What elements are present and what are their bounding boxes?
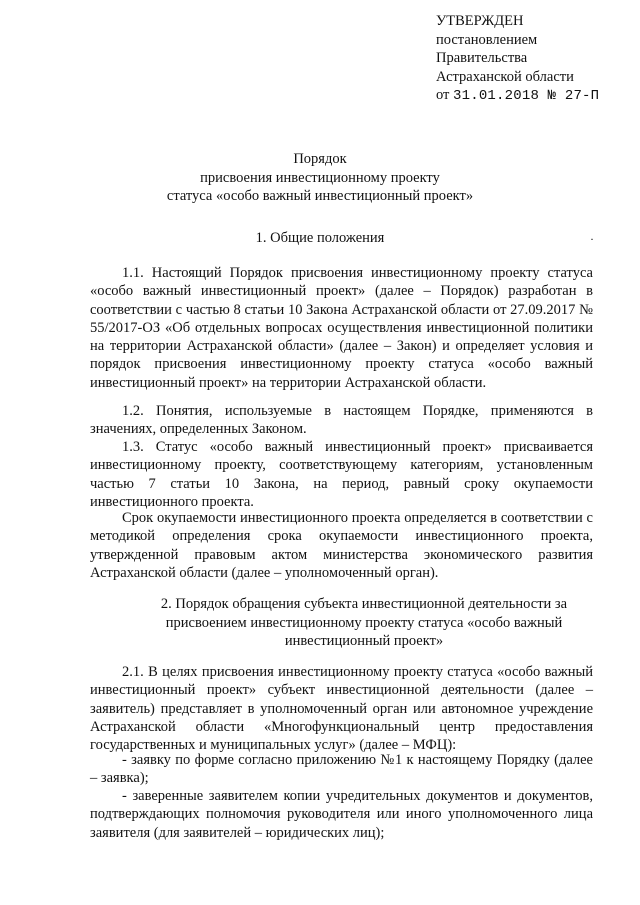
title-line: Порядок [293, 151, 347, 167]
section-2-heading-line: инвестиционный проект» [284, 633, 444, 649]
paragraph-1-3: 1.3. Статус «особо важный инвестиционный проект» присваивается инвестиционному проекту, соответствующему категориям, установленным частью 7 статьи 10 Закона, на период, равный сроку окупаемости инвестиционного проекта. [90, 439, 593, 510]
section-2-heading-line: 2. Порядок обращения субъекта инвестиционной деятельности за [160, 596, 568, 612]
list-item-documents: - заверенные заявителем копии учредительных документов и документов, подтверждающих полномочия руководителя или иного уполномоченного лица заявителя (для заявителей – юридических лиц); [90, 788, 593, 841]
approval-title: УТВЕРЖДЕН [436, 13, 524, 29]
margin-dot: · [590, 232, 594, 246]
document-title [0, 150, 640, 206]
approval-stamp [436, 12, 599, 106]
approval-date-prefix: от [436, 87, 450, 103]
title-line: присвоения инвестиционному проекту [200, 169, 440, 186]
section-2-heading [144, 595, 584, 651]
paragraph-1-1: 1.1. Настоящий Порядок присвоения инвестиционному проекту статуса «особо важный инвестиционный проект» (далее – Порядок) разработан в соответствии с частью 8 статьи 10 Закона Астраханской области от 27.09.2017 № 55/2017-ОЗ «Об отдельных вопросах осуществления инвестиционной политики на территории Астраханской области» (далее – Закон) и определяет условия и порядок присвоения инвестиционному проекту статуса «особо важный инвестиционный проект» на территории Астраханской области. [90, 265, 593, 391]
title-line: статуса «особо важный инвестиционный проект» [166, 188, 474, 204]
paragraph-2-1: 2.1. В целях присвоения инвестиционному проекту статуса «особо важный инвестиционный проект» субъект инвестиционной деятельности (далее – заявитель) представляет в уполномоченный орган или автономное учреждение Астраханской области «Многофункциональный центр предоставления государственных и муниципальных услуг» (далее – МФЦ): [90, 664, 593, 754]
paragraph-1-2: 1.2. Понятия, используемые в настоящем Порядке, применяются в значениях, определенных Законом. [90, 403, 593, 438]
approval-line: Астраханской области [436, 68, 574, 85]
approval-date-line [436, 86, 599, 106]
approval-date-number: 31.01.2018 № 27-П [453, 88, 600, 104]
paragraph-1-3-payback: Срок окупаемости инвестиционного проекта определяется в соответствии с методикой определения срока окупаемости инвестиционного проекта, утвержденной правовым актом министерства экономического развития Астраханской области (далее – уполномоченный орган). [90, 510, 593, 581]
approval-line: Правительства [436, 50, 528, 66]
section-2-heading-line: присвоением инвестиционному проекту статуса «особо важный [165, 614, 563, 631]
section-1-heading: 1. Общие положения [255, 230, 385, 246]
list-item-application: - заявку по форме согласно приложению №1 к настоящему Порядку (далее – заявка); [90, 752, 593, 787]
approval-line: постановлением [436, 31, 538, 48]
